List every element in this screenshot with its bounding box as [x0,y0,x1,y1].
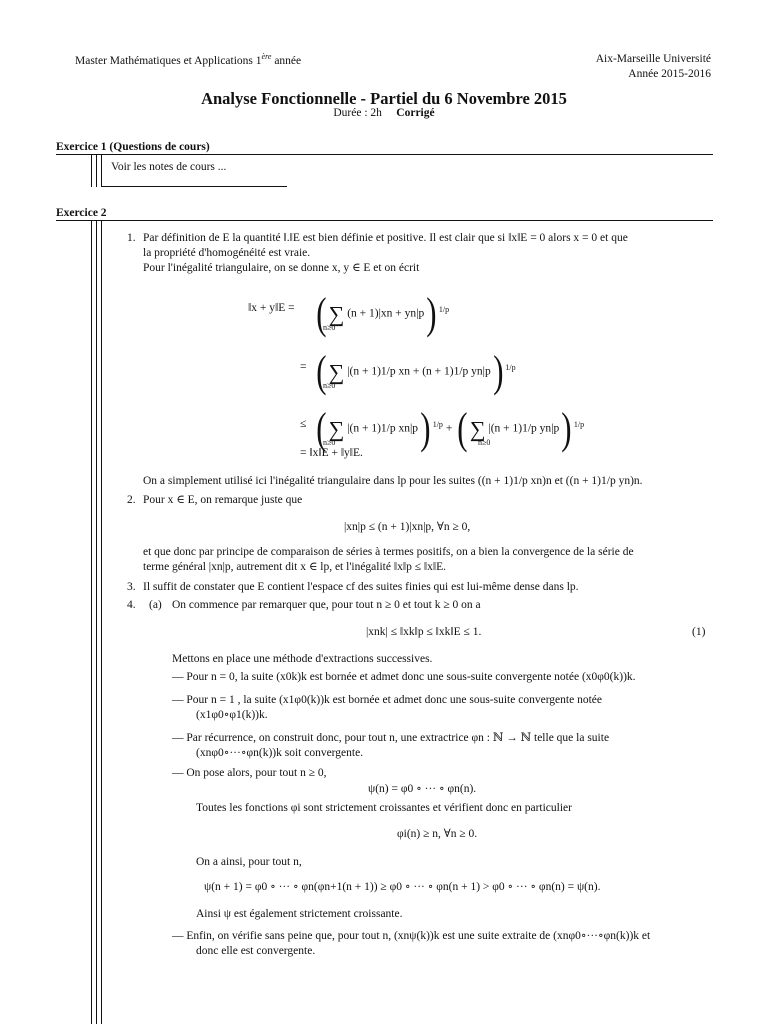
eq-b-equals: = [300,361,307,373]
psi-croissante: Ainsi ψ est également strictement croissante. [196,908,403,920]
item4-number: 4. [127,599,136,611]
item3-text: Il suffit de constater que E contient l'espace cf des suites finies qui est lui-même dense dans lp. [143,581,579,593]
ex1-bottom-rule [101,186,287,187]
eq-c: (∑ |(n + 1)1/p xn|p) $^{1/p}$ + (∑ |(n + 1)1/p yn|p) $^{1/p}$ [316,404,585,453]
eq-c-body1: |(n + 1)1/p xn|p [347,422,419,435]
ex2-bar-1 [91,221,92,1024]
ainsi-text: On a ainsi, pour tout n, [196,856,302,868]
eq-c-body2: |(n + 1)1/p yn|p [488,422,560,435]
page-title: Analyse Fonctionnelle - Partiel du 6 Novembre 2015 [201,89,567,108]
item1-line3: Pour l'inégalité triangulaire, on se donne x, y ∈ E et on écrit [143,262,420,275]
ex1-body: Voir les notes de cours ... [111,161,227,173]
item2-text [143,545,718,575]
phi-eq: φi(n) ≥ n, ∀n ≥ 0. [397,828,478,840]
item2-line3: terme général |xn|p, autrement dit x ∈ lp, et l'inégalité ‖x‖p ≤ ‖x‖E. [143,561,446,574]
ex2-top-rule [56,220,713,221]
ex2-heading: Exercice 2 [56,207,107,219]
eq-a-body: (n + 1)|xn + yn|p [347,307,425,320]
ex1-bar-2 [96,155,97,187]
eq-b-body: |(n + 1)1/p xn + (n + 1)1/p yn|p [347,365,491,378]
item2-number: 2. [127,494,136,506]
eq-a: (∑ (n + 1)|xn + yn|p) $^{1/p}$ [316,289,450,338]
eq-c-leq: ≤ [300,418,307,430]
eq-a-sub: n≥0 [323,323,336,332]
item1-line2: la propriété d'homogénéité est vraie. [143,247,311,260]
bullet-enfin [172,929,718,959]
header-year: Année 2015-2016 [628,68,711,81]
item2-line2: et que donc par principe de comparaison de séries à termes positifs, on a bien la convergence de la série de [143,546,634,558]
item4a-eqnum: (1) [692,626,706,638]
ex2-bar-2 [96,221,97,1024]
eq-d: = ‖x‖E + ‖y‖E. [300,447,363,459]
header-left-sup: ère [261,52,272,61]
eq-c-sub1: n≥0 [323,438,336,447]
bullet-recurrence-line2: (xnφ0∘···∘φn(k))k soit convergente. [196,747,364,760]
header-left-text: Master Mathématiques et Applications 1 [75,54,262,67]
bullet-enfin-line2: donc elle est convergente. [196,945,316,958]
bullet-n1 [172,693,718,723]
item1-number: 1. [127,232,136,244]
header-university: Aix-Marseille Université [595,53,711,65]
item4a-label: (a) [149,599,162,611]
bullet-recurrence [172,731,718,761]
ex2-bar-3 [101,221,102,1024]
item1-end: On a simplement utilisé ici l'inégalité triangulaire dans lp pour les suites ((n + 1)1/p xn)n et ((n + 1)1/p yn)n. [143,475,643,487]
item1-text [143,231,718,277]
item2-eq: |xn|p ≤ (n + 1)|xn|p, ∀n ≥ 0, [344,521,471,533]
duration: Durée : 2h [333,107,382,119]
page-subtitle [0,106,768,121]
bullet-n1-line2: (x1φ0∘φ1(k))k. [196,709,268,722]
header-right [596,52,711,82]
phi-text: Toutes les fonctions φi sont strictement croissantes et vérifient donc en particulier [196,802,572,814]
psi-eq: ψ(n) = φ0 ∘ ··· ∘ φn(n). [368,783,477,795]
ex1-bar-1 [91,155,92,187]
bullet-recurrence-line1: — Par récurrence, on construit donc, pour tout n, une extractrice φn : ℕ → ℕ telle que la suite [172,732,610,744]
method-text: Mettons en place une méthode d'extractions successives. [172,653,433,665]
corrige-label: Corrigé [396,107,435,119]
item2-line1: Pour x ∈ E, on remarque juste que [143,494,303,506]
item4a-eq: |xnk| ≤ ‖xk‖p ≤ ‖xk‖E ≤ 1. [366,626,482,638]
bullet-n1-line1: — Pour n = 1 , la suite (x1φ0(k))k est bornée et admet donc une sous-suite convergente notée [172,694,602,706]
header-left-end: année [271,54,302,67]
ex1-bar-3 [101,155,102,187]
bullet-enfin-line1: — Enfin, on vérifie sans peine que, pour tout n, (xnψ(k))k est une suite extraite de (xnφ0∘···∘φn(k))k et [172,930,651,942]
bullet-n0: — Pour n = 0, la suite (x0k)k est bornée et admet donc une sous-suite convergente notée (x0φ0(k))k. [172,671,636,683]
eq-b-sub: n≥0 [323,381,336,390]
bullet-psi: — On pose alors, pour tout n ≥ 0, [172,767,327,779]
eq-b: (∑ |(n + 1)1/p xn + (n + 1)1/p yn|p) $^{1/p}$ [316,347,516,396]
item3-number: 3. [127,581,136,593]
header-left [75,52,301,69]
ex1-heading: Exercice 1 (Questions de cours) [56,141,210,153]
eq-a-lhs: ‖x + y‖E = [248,302,295,314]
eq-c-sub2: n≥0 [478,438,491,447]
item4a-text: On commence par remarquer que, pour tout n ≥ 0 et tout k ≥ 0 on a [172,599,481,611]
ainsi-eq: ψ(n + 1) = φ0 ∘ ··· ∘ φn(φn+1(n + 1)) ≥ φ0 ∘ ··· ∘ φn(n + 1) > φ0 ∘ ··· ∘ φn(n) = ψ(n). [204,881,601,893]
item1-line1: Par définition de E la quantité ‖.‖E est bien définie et positive. Il est clair que si ‖x‖E = 0 alors x = 0 et que [143,232,628,244]
